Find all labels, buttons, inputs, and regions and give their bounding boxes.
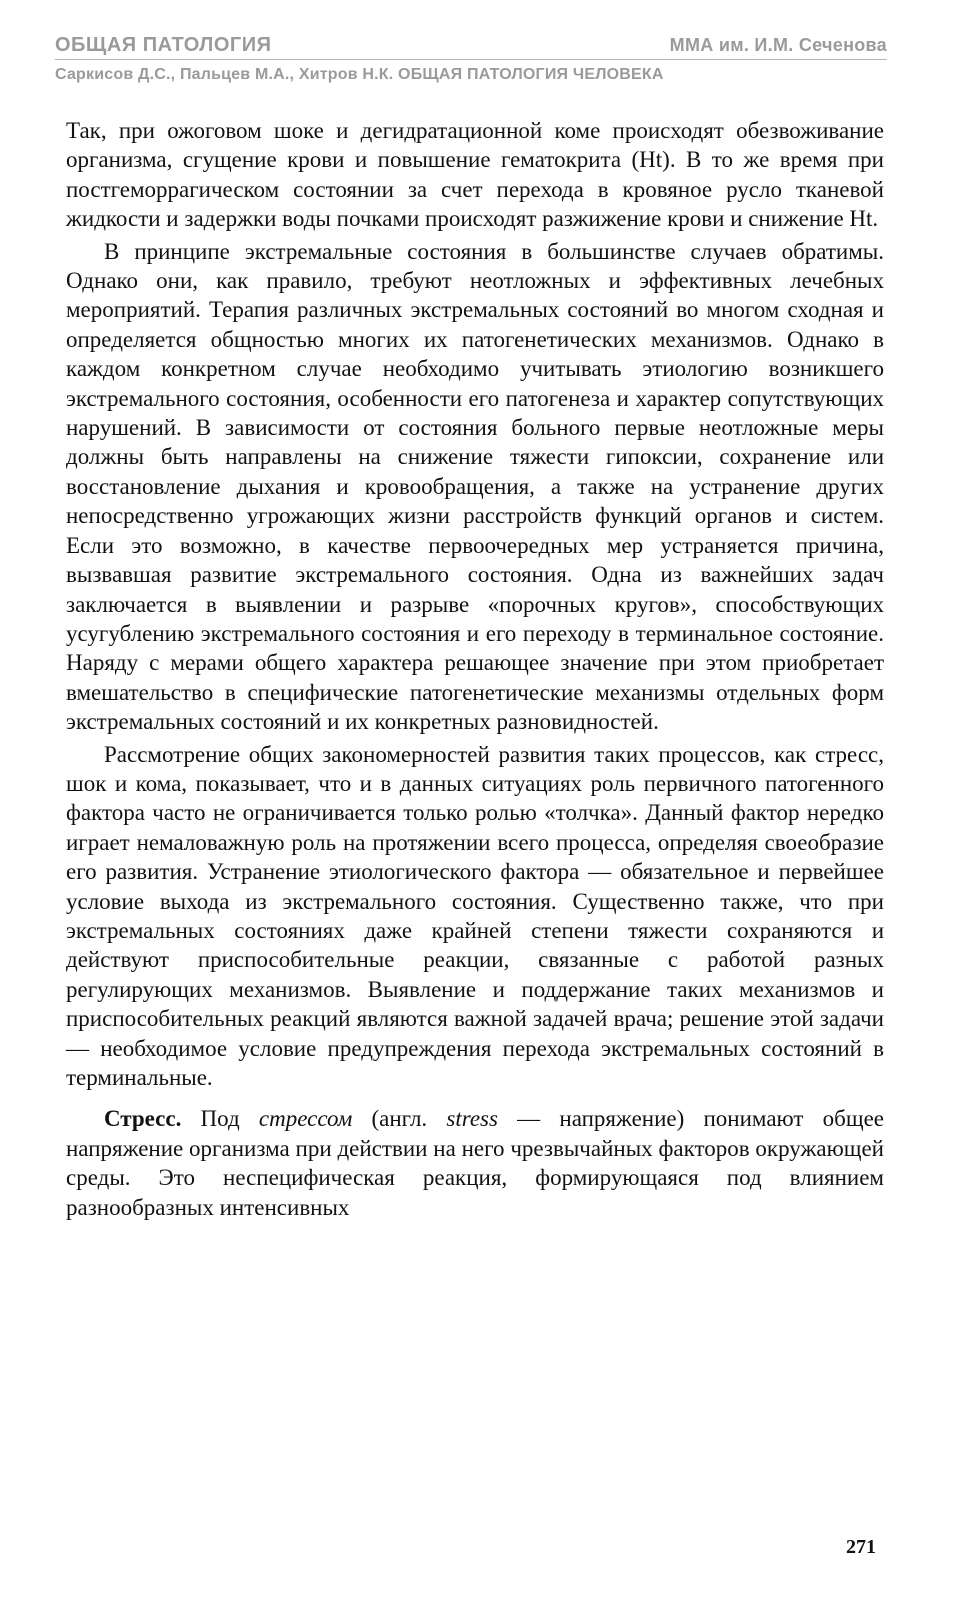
- paragraph-stress: [66, 1104, 884, 1222]
- stress-text-3: — напряжение) понимают общее напряжение организма при действии на него чрезвычайных факторов окружающей среды. Это неспецифическая реакция, формирующаяся под влиянием разнообразных интенсивных: [66, 1106, 884, 1220]
- stress-term-en: stress: [446, 1106, 498, 1132]
- stress-text-1: Под: [181, 1106, 259, 1132]
- stress-text-2: (англ.: [352, 1106, 447, 1132]
- stress-heading: Стресс.: [104, 1106, 182, 1132]
- header-institution: ММА им. И.М. Сеченова: [669, 35, 887, 55]
- paragraph-2: В принципе экстремальные состояния в большинстве случаев обратимы. Однако они, как правило, требуют неотложных и эффективных лечебных мероприятий. Терапия различных экстремальных состояний во многом сходная и определяется общностью многих их патогенетических механизмов. Однако в каждом конкретном случае необходимо учитывать этиологию возникшего экстремального состояния, особенности его патогенеза и характер сопутствующих нарушений. В зависимости от состояния больного первые неотложные меры должны быть направлены на снижение тяжести гипоксии, сохранение или восстановление дыхания и кровообращения, а также на устранение других непосредственно угрожающих жизни расстройств функций органов и систем. Если это возможно, в качестве первоочередных мер устраняется причина, вызвавшая развитие экстремального состояния. Одна из важнейших задач заключается в выявлении и разрыве «порочных кругов», способствующих усугублению экстремального состояния и его переходу в терминальное состояние. Наряду с мерами общего характера решающее значение при этом приобретает вмешательство в специфические патогенетические механизмы отдельных форм экстремальных состояний и их конкретных разновидностей.: [66, 238, 884, 735]
- header-row: [55, 34, 887, 60]
- page-body: [66, 116, 884, 1225]
- paragraph-3: Рассмотрение общих закономерностей развития таких процессов, как стресс, шок и кома, показывает, что и в данных ситуациях роль первичного патогенного фактора часто не ограничивается только ролью «толчка». Данный фактор нередко играет немаловажную роль на протяжении всего процесса, определяя своеобразие его развития. Устранение этиологического фактора — обязательное и первейшее условие выхода из экстремального состояния. Существенно также, что при экстремальных состояниях даже крайней степени тяжести сохраняются и действуют приспособительные реакции, связанные с работой разных регулирующих механизмов. Выявление и поддержание таких механизмов и приспособительных реакций являются важной задачей врача; решение этой задачи — необходимое условие предупреждения перехода экстремальных состояний в терминальные.: [66, 741, 884, 1090]
- stress-term-ru: стрессом: [258, 1106, 353, 1132]
- paragraph-1: Так, при ожоговом шоке и дегидратационной коме происходят обезвоживание организма, сгущение крови и повышение гематокрита (Ht). В то же время при постгеморрагическом состоянии за счет перехода в кровяное русло тканевой жидкости и задержки воды почками происходят разжижение крови и снижение Ht.: [66, 118, 884, 232]
- header-book-reference: Саркисов Д.С., Пальцев М.А., Хитров Н.К. ОБЩАЯ ПАТОЛОГИЯ ЧЕЛОВЕКА: [55, 66, 664, 83]
- running-header: [55, 34, 887, 84]
- header-section-title: ОБЩАЯ ПАТОЛОГИЯ: [55, 34, 272, 56]
- page-number: 271: [846, 1536, 876, 1558]
